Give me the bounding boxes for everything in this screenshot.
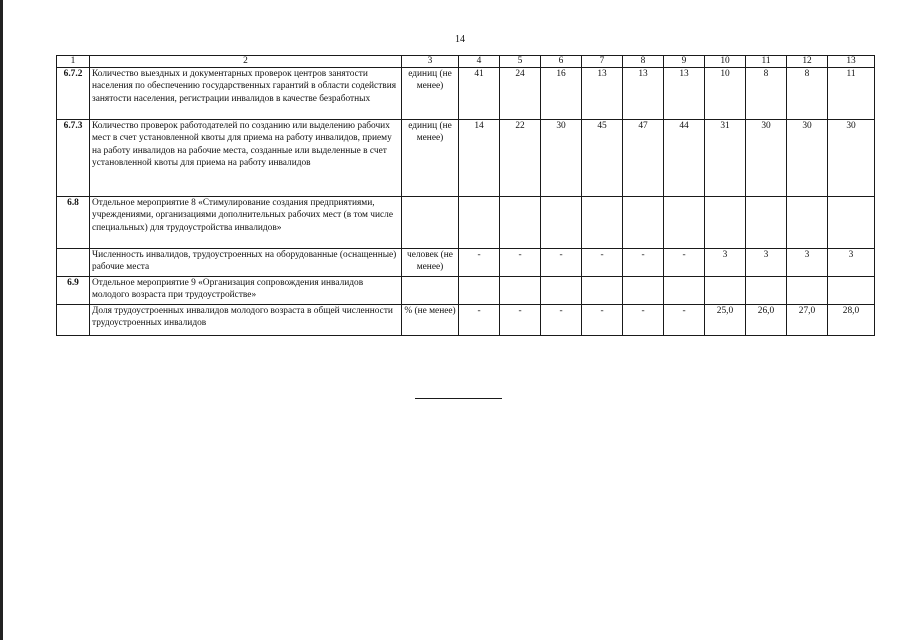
indicator-description-cell: Количество выездных и документарных проверок центров занятости населения по обеспечению государственных гарантий в области содействия занятости населения, регистрации инвалидов в качестве безработных [90,68,402,120]
year-value-cell: - [500,305,541,336]
header-cell: 8 [623,56,664,68]
header-cell: 5 [500,56,541,68]
header-cell: 6 [541,56,582,68]
year-value-cell: 44 [664,120,705,197]
row-number-cell: 6.8 [57,197,90,249]
year-value-cell: 10 [705,68,746,120]
indicator-description-cell: Доля трудоустроенных инвалидов молодого возраста в общей численности трудоустроенных инвалидов [90,305,402,336]
unit-cell: единиц (не менее) [402,68,459,120]
year-value-cell [459,197,500,249]
year-value-cell: - [664,249,705,277]
year-value-cell: 16 [541,68,582,120]
year-value-cell: 26,0 [746,305,787,336]
header-cell: 3 [402,56,459,68]
year-value-cell [705,277,746,305]
year-value-cell [541,197,582,249]
row-number-cell: 6.7.3 [57,120,90,197]
year-value-cell: 47 [623,120,664,197]
indicator-description-cell: Численность инвалидов, трудоустроенных на оборудованные (оснащенные) рабочие места [90,249,402,277]
year-value-cell: - [459,249,500,277]
row-number-cell: 6.9 [57,277,90,305]
year-value-cell: - [582,305,623,336]
year-value-cell: 45 [582,120,623,197]
unit-cell: единиц (не менее) [402,120,459,197]
year-value-cell [787,277,828,305]
table-row [57,249,875,277]
year-value-cell: - [623,305,664,336]
row-number-cell: 6.7.2 [57,68,90,120]
header-cell: 13 [828,56,875,68]
table-row [57,197,875,249]
year-value-cell: 30 [746,120,787,197]
year-value-cell: - [623,249,664,277]
year-value-cell: 8 [746,68,787,120]
year-value-cell: 25,0 [705,305,746,336]
year-value-cell [500,277,541,305]
year-value-cell [746,277,787,305]
year-value-cell: - [459,305,500,336]
header-cell: 2 [90,56,402,68]
year-value-cell: 27,0 [787,305,828,336]
indicator-description-cell: Количество проверок работодателей по созданию или выделению рабочих мест в счет установленной квоты для приема на работу инвалидов, приему на работу инвалидов на рабочие места, созданные или выделенные в счет установленной квоты для приема на работу инвалидов [90,120,402,197]
year-value-cell [828,197,875,249]
header-cell: 1 [57,56,90,68]
year-value-cell [705,197,746,249]
year-value-cell [541,277,582,305]
year-value-cell: 28,0 [828,305,875,336]
table-row [57,277,875,305]
unit-cell: человек (не менее) [402,249,459,277]
indicators-table [56,55,875,336]
year-value-cell: 30 [541,120,582,197]
year-value-cell: 22 [500,120,541,197]
header-cell: 4 [459,56,500,68]
year-value-cell: - [664,305,705,336]
header-cell: 12 [787,56,828,68]
year-value-cell: - [541,249,582,277]
year-value-cell [664,277,705,305]
year-value-cell [623,277,664,305]
header-cell: 9 [664,56,705,68]
end-separator-line [415,398,502,399]
table-header-row [57,56,875,68]
year-value-cell [500,197,541,249]
year-value-cell: 3 [746,249,787,277]
unit-cell [402,197,459,249]
year-value-cell: 30 [787,120,828,197]
year-value-cell [623,197,664,249]
year-value-cell: 13 [582,68,623,120]
indicator-description-cell: Отдельное мероприятие 8 «Стимулирование создания предприятиями, учреждениями, организациями дополнительных рабочих мест (в том числе специальных) для трудоустройства инвалидов» [90,197,402,249]
year-value-cell [582,277,623,305]
row-number-cell [57,249,90,277]
year-value-cell: 13 [623,68,664,120]
scan-left-edge [0,0,3,640]
header-cell: 11 [746,56,787,68]
year-value-cell: - [500,249,541,277]
year-value-cell: 31 [705,120,746,197]
header-cell: 7 [582,56,623,68]
year-value-cell [664,197,705,249]
year-value-cell: 14 [459,120,500,197]
year-value-cell [582,197,623,249]
year-value-cell: 3 [787,249,828,277]
header-cell: 10 [705,56,746,68]
table-row [57,120,875,197]
year-value-cell: - [541,305,582,336]
row-number-cell [57,305,90,336]
unit-cell: % (не менее) [402,305,459,336]
year-value-cell: 41 [459,68,500,120]
indicator-description-cell: Отдельное мероприятие 9 «Организация сопровождения инвалидов молодого возраста при трудоустройстве» [90,277,402,305]
table-row [57,68,875,120]
year-value-cell [459,277,500,305]
page-number: 14 [455,34,465,45]
year-value-cell [828,277,875,305]
year-value-cell: 30 [828,120,875,197]
year-value-cell: 3 [828,249,875,277]
year-value-cell [746,197,787,249]
year-value-cell: 8 [787,68,828,120]
year-value-cell: - [582,249,623,277]
year-value-cell: 24 [500,68,541,120]
table-row [57,305,875,336]
year-value-cell: 3 [705,249,746,277]
unit-cell [402,277,459,305]
year-value-cell: 11 [828,68,875,120]
year-value-cell [787,197,828,249]
year-value-cell: 13 [664,68,705,120]
